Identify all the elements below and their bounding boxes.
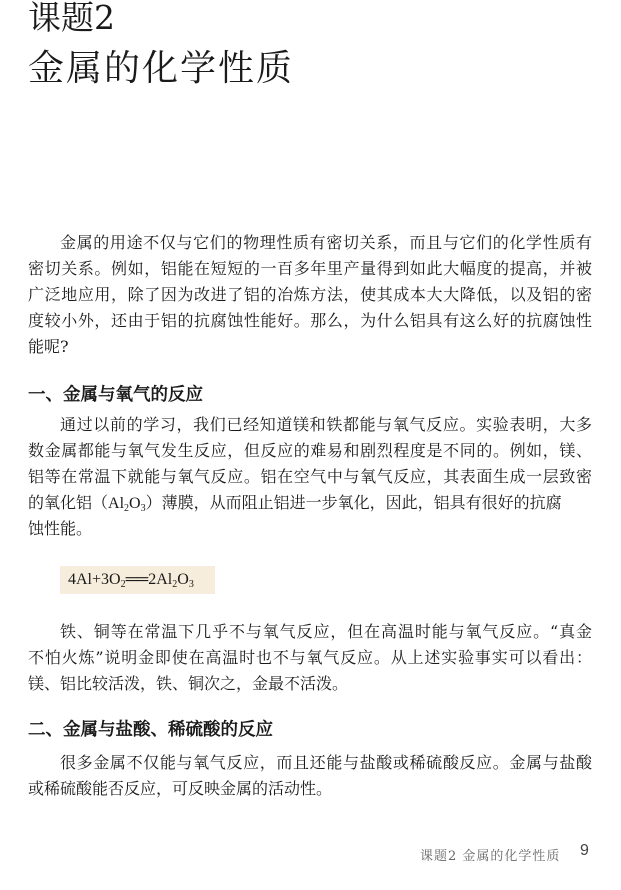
equation-part: 4Al+3O bbox=[68, 571, 121, 588]
text-line: 数金属都能与氧气发生反应，但反应的难易和剧烈程度是不同的。例如，镁、 bbox=[28, 441, 592, 460]
equation-part: O bbox=[177, 571, 189, 588]
text-line: 或稀硫酸能否反应，可反映金属的活动性。 bbox=[28, 779, 333, 798]
text-fragment: 的氧化铝（ bbox=[28, 493, 109, 512]
lesson-number: 课题2 bbox=[28, 0, 115, 37]
intro-paragraph bbox=[28, 230, 592, 360]
equation-subscript: 3 bbox=[188, 579, 194, 590]
text-line: 不怕火炼”说明金即使在高温时也不与氧气反应。从上述实验事实可以看出： bbox=[28, 648, 592, 667]
section-heading-oxygen: 一、金属与氧气的反应 bbox=[28, 385, 203, 405]
text-line: 密切关系。例如，铝能在短短的一百多年里产量得到如此大幅度的提高，并被 bbox=[28, 259, 592, 278]
oxygen-paragraph bbox=[28, 412, 592, 542]
acid-paragraph bbox=[28, 750, 592, 802]
text-line: 通过以前的学习，我们已经知道镁和铁都能与氧气反应。实验表明，大多 bbox=[60, 415, 592, 434]
activity-paragraph bbox=[28, 619, 592, 697]
formula-subscript: 2 bbox=[124, 503, 130, 514]
text-line: 金属的用途不仅与它们的物理性质有密切关系，而且与它们的化学性质有 bbox=[60, 233, 592, 252]
text-line: 蚀性能。 bbox=[28, 519, 93, 538]
running-footer-title: 课题2 金属的化学性质 bbox=[420, 849, 561, 864]
text-line: 度较小外，还由于铝的抗腐蚀性能好。那么，为什么铝具有这么好的抗腐蚀性 bbox=[28, 311, 592, 330]
formula-al2o3 bbox=[108, 495, 146, 512]
text-line: 能呢? bbox=[28, 337, 69, 356]
equation-subscript: 2 bbox=[172, 579, 178, 590]
text-line: 很多金属不仅能与氧气反应，而且还能与盐酸或稀硫酸反应。金属与盐酸 bbox=[60, 753, 592, 772]
text-fragment: ） bbox=[145, 493, 162, 512]
equation-subscript: 2 bbox=[120, 579, 126, 590]
formula-part: O bbox=[129, 495, 141, 512]
text-line: 镁、铝比较活泼，铁、铜次之，金最不活泼。 bbox=[28, 674, 349, 693]
formula-part: Al bbox=[108, 495, 125, 512]
chemical-equation bbox=[60, 566, 215, 594]
text-line: 广泛地应用，除了因为改进了铝的冶炼方法，使其成本大大降低，以及铝的密 bbox=[28, 285, 592, 304]
equation-part: ══2Al bbox=[125, 571, 173, 588]
text-line: 铁、铜等在常温下几乎不与氧气反应，但在高温时能与氧气反应。“真金 bbox=[60, 622, 592, 641]
text-line: 铝等在常温下就能与氧气反应。铝在空气中与氧气反应，其表面生成一层致密 bbox=[28, 467, 592, 486]
section-heading-acid: 二、金属与盐酸、稀硫酸的反应 bbox=[28, 720, 273, 740]
text-line bbox=[28, 490, 592, 516]
page-title: 金属的化学性质 bbox=[28, 48, 295, 89]
page-number: 9 bbox=[580, 842, 589, 859]
text-fragment: 薄膜，从而阻止铝进一步氧化，因此，铝具有很好的抗腐 bbox=[161, 493, 562, 512]
formula-subscript: 3 bbox=[140, 503, 146, 514]
